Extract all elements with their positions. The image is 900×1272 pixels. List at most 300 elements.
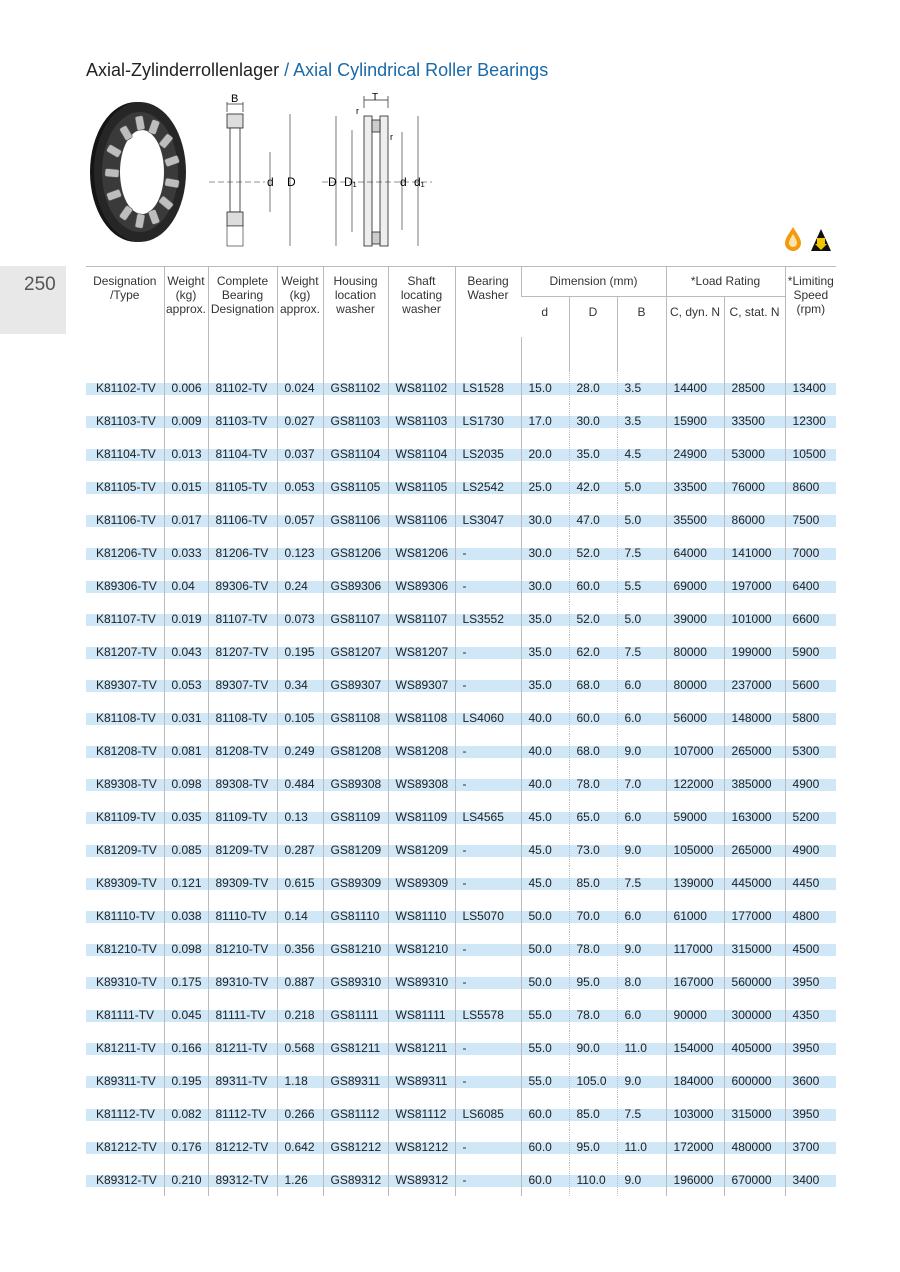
cell-limiting-speed: 10500 xyxy=(785,437,836,470)
cell-designation: K89306-TV xyxy=(86,569,164,602)
cell-dim-D: 52.0 xyxy=(569,602,617,635)
cell-c-dyn: 80000 xyxy=(666,635,724,668)
cell-c-dyn: 103000 xyxy=(666,1097,724,1130)
cell-dim-B: 7.5 xyxy=(617,635,666,668)
cell-complete-weight: 0.287 xyxy=(277,833,323,866)
table-row xyxy=(86,437,836,470)
table-row xyxy=(86,569,836,602)
table-row xyxy=(86,1031,836,1064)
cell-shaft-washer: WS89312 xyxy=(388,1163,455,1196)
cell-shaft-washer: WS81111 xyxy=(388,998,455,1031)
cell-shaft-washer: WS81106 xyxy=(388,503,455,536)
cell-dim-B: 7.5 xyxy=(617,536,666,569)
cell-shaft-washer: WS81102 xyxy=(388,371,455,404)
table-row xyxy=(86,404,836,437)
cell-designation: K89310-TV xyxy=(86,965,164,998)
title-separator: / xyxy=(279,60,294,80)
cell-designation: K81209-TV xyxy=(86,833,164,866)
cell-limiting-speed: 13400 xyxy=(785,371,836,404)
label-d-inner: d xyxy=(400,175,407,189)
cell-weight: 0.031 xyxy=(164,701,208,734)
cell-weight: 0.033 xyxy=(164,536,208,569)
header-weight-complete: Weight (kg) approx. xyxy=(277,267,323,338)
cell-complete-weight: 0.266 xyxy=(277,1097,323,1130)
cell-c-dyn: 117000 xyxy=(666,932,724,965)
cell-dim-d: 40.0 xyxy=(521,734,569,767)
table-row xyxy=(86,602,836,635)
cell-weight: 0.009 xyxy=(164,404,208,437)
table-row xyxy=(86,668,836,701)
cell-bearing-washer: LS5578 xyxy=(455,998,521,1031)
cell-complete-designation: 81103-TV xyxy=(208,404,277,437)
cell-dim-d: 25.0 xyxy=(521,470,569,503)
cell-complete-designation: 89306-TV xyxy=(208,569,277,602)
table-row xyxy=(86,833,836,866)
cell-c-dyn: 64000 xyxy=(666,536,724,569)
table-row xyxy=(86,470,836,503)
table-row xyxy=(86,1163,836,1196)
cell-complete-weight: 0.642 xyxy=(277,1130,323,1163)
cell-dim-d: 55.0 xyxy=(521,998,569,1031)
label-T: T xyxy=(372,92,379,103)
cell-dim-B: 9.0 xyxy=(617,932,666,965)
cell-dim-B: 9.0 xyxy=(617,1163,666,1196)
cell-c-stat: 480000 xyxy=(724,1130,785,1163)
cell-weight: 0.195 xyxy=(164,1064,208,1097)
cell-dim-B: 7.0 xyxy=(617,767,666,800)
cell-dim-B: 3.5 xyxy=(617,371,666,404)
cell-dim-B: 11.0 xyxy=(617,1031,666,1064)
cell-bearing-washer: LS4565 xyxy=(455,800,521,833)
cell-designation: K81110-TV xyxy=(86,899,164,932)
cell-designation: K89308-TV xyxy=(86,767,164,800)
cell-c-stat: 315000 xyxy=(724,932,785,965)
cell-c-dyn: 122000 xyxy=(666,767,724,800)
cell-bearing-washer: - xyxy=(455,1064,521,1097)
cell-shaft-washer: WS81209 xyxy=(388,833,455,866)
bearing-table xyxy=(86,266,836,1196)
cell-complete-designation: 89308-TV xyxy=(208,767,277,800)
cell-bearing-washer: - xyxy=(455,536,521,569)
cell-weight: 0.081 xyxy=(164,734,208,767)
cell-complete-designation: 89312-TV xyxy=(208,1163,277,1196)
cell-dim-B: 3.5 xyxy=(617,404,666,437)
cell-c-stat: 53000 xyxy=(724,437,785,470)
cell-shaft-washer: WS81207 xyxy=(388,635,455,668)
cell-weight: 0.017 xyxy=(164,503,208,536)
cell-limiting-speed: 6400 xyxy=(785,569,836,602)
cell-designation: K81208-TV xyxy=(86,734,164,767)
cell-housing-washer: GS81103 xyxy=(323,404,388,437)
label-B: B xyxy=(231,93,239,105)
header-dim-B: B xyxy=(617,297,666,338)
cell-bearing-washer: - xyxy=(455,668,521,701)
cell-limiting-speed: 3950 xyxy=(785,965,836,998)
cell-complete-designation: 81106-TV xyxy=(208,503,277,536)
cell-housing-washer: GS81107 xyxy=(323,602,388,635)
cell-c-stat: 300000 xyxy=(724,998,785,1031)
cell-dim-D: 78.0 xyxy=(569,998,617,1031)
header-load-rating: *Load Rating xyxy=(666,267,785,297)
cell-c-stat: 197000 xyxy=(724,569,785,602)
cell-c-stat: 86000 xyxy=(724,503,785,536)
cell-dim-d: 15.0 xyxy=(521,371,569,404)
cell-c-dyn: 90000 xyxy=(666,998,724,1031)
cell-weight: 0.085 xyxy=(164,833,208,866)
cell-dim-D: 95.0 xyxy=(569,1130,617,1163)
cell-housing-washer: GS89307 xyxy=(323,668,388,701)
cell-complete-designation: 81211-TV xyxy=(208,1031,277,1064)
cell-housing-washer: GS81110 xyxy=(323,899,388,932)
cell-designation: K89309-TV xyxy=(86,866,164,899)
cell-complete-weight: 0.218 xyxy=(277,998,323,1031)
cell-c-dyn: 172000 xyxy=(666,1130,724,1163)
cell-c-stat: 405000 xyxy=(724,1031,785,1064)
cell-dim-D: 70.0 xyxy=(569,899,617,932)
cell-c-stat: 670000 xyxy=(724,1163,785,1196)
cell-complete-weight: 0.105 xyxy=(277,701,323,734)
cell-limiting-speed: 3400 xyxy=(785,1163,836,1196)
cell-c-stat: 148000 xyxy=(724,701,785,734)
cell-dim-D: 65.0 xyxy=(569,800,617,833)
cell-housing-washer: GS81211 xyxy=(323,1031,388,1064)
cell-designation: K81206-TV xyxy=(86,536,164,569)
cell-bearing-washer: LS3047 xyxy=(455,503,521,536)
cell-weight: 0.098 xyxy=(164,932,208,965)
bearing-section-diagram xyxy=(322,92,442,254)
cell-weight: 0.038 xyxy=(164,899,208,932)
cell-c-stat: 199000 xyxy=(724,635,785,668)
cell-complete-weight: 1.18 xyxy=(277,1064,323,1097)
cell-housing-washer: GS89310 xyxy=(323,965,388,998)
cell-shaft-washer: WS81212 xyxy=(388,1130,455,1163)
cell-limiting-speed: 5300 xyxy=(785,734,836,767)
cell-c-dyn: 139000 xyxy=(666,866,724,899)
cell-dim-D: 35.0 xyxy=(569,437,617,470)
cell-complete-designation: 81207-TV xyxy=(208,635,277,668)
cell-housing-washer: GS81209 xyxy=(323,833,388,866)
cell-dim-B: 6.0 xyxy=(617,668,666,701)
cell-complete-designation: 81206-TV xyxy=(208,536,277,569)
cell-dim-D: 68.0 xyxy=(569,734,617,767)
cell-shaft-washer: WS89309 xyxy=(388,866,455,899)
cell-dim-D: 52.0 xyxy=(569,536,617,569)
cell-weight: 0.098 xyxy=(164,767,208,800)
cell-dim-B: 5.0 xyxy=(617,470,666,503)
cell-dim-d: 60.0 xyxy=(521,1130,569,1163)
cell-shaft-washer: WS81211 xyxy=(388,1031,455,1064)
cell-weight: 0.053 xyxy=(164,668,208,701)
cell-shaft-washer: WS81206 xyxy=(388,536,455,569)
cell-dim-D: 28.0 xyxy=(569,371,617,404)
cell-shaft-washer: WS81108 xyxy=(388,701,455,734)
cell-shaft-washer: WS89311 xyxy=(388,1064,455,1097)
table-row xyxy=(86,734,836,767)
table-row xyxy=(86,503,836,536)
cell-designation: K81108-TV xyxy=(86,701,164,734)
cell-shaft-washer: WS81210 xyxy=(388,932,455,965)
cell-dim-B: 6.0 xyxy=(617,701,666,734)
cell-limiting-speed: 4800 xyxy=(785,899,836,932)
cell-limiting-speed: 5200 xyxy=(785,800,836,833)
cell-dim-B: 5.0 xyxy=(617,602,666,635)
cell-c-dyn: 69000 xyxy=(666,569,724,602)
cell-designation: K81103-TV xyxy=(86,404,164,437)
cell-bearing-washer: - xyxy=(455,965,521,998)
cell-dim-d: 50.0 xyxy=(521,965,569,998)
cell-bearing-washer: LS5070 xyxy=(455,899,521,932)
header-shaft-washer: Shaft locating washer xyxy=(388,267,455,338)
header-dimension: Dimension (mm) xyxy=(521,267,666,297)
cell-housing-washer: GS81102 xyxy=(323,371,388,404)
cell-housing-washer: GS89311 xyxy=(323,1064,388,1097)
cell-weight: 0.082 xyxy=(164,1097,208,1130)
cell-housing-washer: GS89312 xyxy=(323,1163,388,1196)
cell-complete-designation: 81208-TV xyxy=(208,734,277,767)
table-row xyxy=(86,899,836,932)
cell-bearing-washer: - xyxy=(455,1163,521,1196)
cell-complete-weight: 0.34 xyxy=(277,668,323,701)
label-d: d xyxy=(267,175,274,189)
header-bearing-washer: Bearing Washer xyxy=(455,267,521,338)
cell-complete-weight: 0.027 xyxy=(277,404,323,437)
cell-housing-washer: GS89309 xyxy=(323,866,388,899)
cell-housing-washer: GS81104 xyxy=(323,437,388,470)
cell-dim-d: 40.0 xyxy=(521,701,569,734)
cell-complete-weight: 0.14 xyxy=(277,899,323,932)
cell-dim-D: 95.0 xyxy=(569,965,617,998)
cell-shaft-washer: WS81208 xyxy=(388,734,455,767)
cell-bearing-washer: LS1730 xyxy=(455,404,521,437)
cell-dim-B: 5.5 xyxy=(617,569,666,602)
cell-weight: 0.04 xyxy=(164,569,208,602)
cell-limiting-speed: 8600 xyxy=(785,470,836,503)
cell-dim-D: 68.0 xyxy=(569,668,617,701)
cell-bearing-washer: LS1528 xyxy=(455,371,521,404)
cell-dim-d: 35.0 xyxy=(521,602,569,635)
cell-designation: K81106-TV xyxy=(86,503,164,536)
cell-c-stat: 141000 xyxy=(724,536,785,569)
cell-designation: K81105-TV xyxy=(86,470,164,503)
header-complete-bearing: Complete Bearing Designation xyxy=(208,267,277,338)
cell-shaft-washer: WS89306 xyxy=(388,569,455,602)
header-weight: Weight (kg) approx. xyxy=(164,267,208,338)
cell-limiting-speed: 12300 xyxy=(785,404,836,437)
cell-complete-designation: 81209-TV xyxy=(208,833,277,866)
header-c-dyn: C, dyn. N xyxy=(666,297,724,338)
cell-complete-weight: 0.887 xyxy=(277,965,323,998)
cell-bearing-washer: - xyxy=(455,1031,521,1064)
cell-c-stat: 600000 xyxy=(724,1064,785,1097)
table-row xyxy=(86,866,836,899)
cell-complete-weight: 0.024 xyxy=(277,371,323,404)
cell-limiting-speed: 5900 xyxy=(785,635,836,668)
table-row xyxy=(86,1130,836,1163)
cell-complete-weight: 0.484 xyxy=(277,767,323,800)
cell-dim-d: 55.0 xyxy=(521,1031,569,1064)
cell-c-dyn: 39000 xyxy=(666,602,724,635)
cell-c-dyn: 105000 xyxy=(666,833,724,866)
table-row xyxy=(86,800,836,833)
cell-complete-weight: 0.123 xyxy=(277,536,323,569)
cell-dim-B: 9.0 xyxy=(617,833,666,866)
table-row xyxy=(86,965,836,998)
cell-c-stat: 265000 xyxy=(724,833,785,866)
cell-dim-D: 105.0 xyxy=(569,1064,617,1097)
cell-shaft-washer: WS89308 xyxy=(388,767,455,800)
cell-housing-washer: GS89308 xyxy=(323,767,388,800)
cell-designation: K81109-TV xyxy=(86,800,164,833)
cell-complete-designation: 81111-TV xyxy=(208,998,277,1031)
table-row xyxy=(86,701,836,734)
cell-dim-d: 35.0 xyxy=(521,635,569,668)
cell-dim-D: 62.0 xyxy=(569,635,617,668)
cell-c-stat: 237000 xyxy=(724,668,785,701)
cell-designation: K81102-TV xyxy=(86,371,164,404)
cell-complete-weight: 0.24 xyxy=(277,569,323,602)
cell-weight: 0.210 xyxy=(164,1163,208,1196)
cell-designation: K89311-TV xyxy=(86,1064,164,1097)
cell-c-stat: 315000 xyxy=(724,1097,785,1130)
cell-weight: 0.019 xyxy=(164,602,208,635)
cell-dim-B: 11.0 xyxy=(617,1130,666,1163)
cell-housing-washer: GS81208 xyxy=(323,734,388,767)
cell-dim-d: 45.0 xyxy=(521,800,569,833)
cell-housing-washer: GS81207 xyxy=(323,635,388,668)
cell-c-stat: 445000 xyxy=(724,866,785,899)
cell-housing-washer: GS81108 xyxy=(323,701,388,734)
page-title xyxy=(86,60,548,81)
cell-limiting-speed: 6600 xyxy=(785,602,836,635)
cell-c-dyn: 56000 xyxy=(666,701,724,734)
cell-dim-D: 60.0 xyxy=(569,569,617,602)
cell-shaft-washer: WS81109 xyxy=(388,800,455,833)
cell-limiting-speed: 7000 xyxy=(785,536,836,569)
cell-housing-washer: GS81105 xyxy=(323,470,388,503)
cell-limiting-speed: 5600 xyxy=(785,668,836,701)
cage-section-diagram xyxy=(205,92,315,254)
cell-c-stat: 265000 xyxy=(724,734,785,767)
cell-designation: K89312-TV xyxy=(86,1163,164,1196)
cell-shaft-washer: WS81107 xyxy=(388,602,455,635)
header-dim-D: D xyxy=(569,297,617,338)
cell-complete-designation: 81112-TV xyxy=(208,1097,277,1130)
cell-dim-B: 4.5 xyxy=(617,437,666,470)
cell-designation: K81211-TV xyxy=(86,1031,164,1064)
header-dim-d: d xyxy=(521,297,569,338)
cell-complete-designation: 81210-TV xyxy=(208,932,277,965)
cell-c-dyn: 196000 xyxy=(666,1163,724,1196)
cell-limiting-speed: 3950 xyxy=(785,1031,836,1064)
cell-limiting-speed: 4450 xyxy=(785,866,836,899)
grease-gun-icon xyxy=(811,229,831,251)
cell-complete-weight: 0.249 xyxy=(277,734,323,767)
cell-dim-d: 17.0 xyxy=(521,404,569,437)
cell-designation: K81212-TV xyxy=(86,1130,164,1163)
cell-dim-d: 40.0 xyxy=(521,767,569,800)
cell-weight: 0.015 xyxy=(164,470,208,503)
label-r-top: r xyxy=(356,106,359,116)
cell-dim-D: 42.0 xyxy=(569,470,617,503)
cell-complete-designation: 89307-TV xyxy=(208,668,277,701)
cell-c-dyn: 33500 xyxy=(666,470,724,503)
cell-dim-D: 90.0 xyxy=(569,1031,617,1064)
cell-dim-d: 35.0 xyxy=(521,668,569,701)
header-designation: Designation /Type xyxy=(86,267,164,338)
oil-drop-icon xyxy=(785,227,801,251)
label-D1: D₁ xyxy=(344,175,357,189)
cell-dim-B: 7.5 xyxy=(617,1097,666,1130)
cell-dim-d: 60.0 xyxy=(521,1097,569,1130)
cell-dim-d: 50.0 xyxy=(521,932,569,965)
cell-designation: K81112-TV xyxy=(86,1097,164,1130)
cell-c-dyn: 107000 xyxy=(666,734,724,767)
label-d1: d₁ xyxy=(414,175,425,189)
cell-complete-designation: 81109-TV xyxy=(208,800,277,833)
cell-dim-d: 45.0 xyxy=(521,866,569,899)
cell-dim-B: 6.0 xyxy=(617,998,666,1031)
cell-dim-d: 30.0 xyxy=(521,569,569,602)
table-row xyxy=(86,998,836,1031)
cell-bearing-washer: LS6085 xyxy=(455,1097,521,1130)
cell-weight: 0.166 xyxy=(164,1031,208,1064)
page-number: 250 xyxy=(24,274,56,295)
cell-shaft-washer: WS89310 xyxy=(388,965,455,998)
cell-bearing-washer: LS3552 xyxy=(455,602,521,635)
cell-limiting-speed: 7500 xyxy=(785,503,836,536)
cell-dim-D: 47.0 xyxy=(569,503,617,536)
cell-designation: K89307-TV xyxy=(86,668,164,701)
cell-weight: 0.035 xyxy=(164,800,208,833)
cell-designation: K81104-TV xyxy=(86,437,164,470)
cell-bearing-washer: - xyxy=(455,569,521,602)
cell-dim-B: 9.0 xyxy=(617,1064,666,1097)
cell-complete-weight: 1.26 xyxy=(277,1163,323,1196)
cell-housing-washer: GS81106 xyxy=(323,503,388,536)
cell-bearing-washer: - xyxy=(455,734,521,767)
cell-c-dyn: 15900 xyxy=(666,404,724,437)
cell-complete-designation: 81105-TV xyxy=(208,470,277,503)
cell-housing-washer: GS81212 xyxy=(323,1130,388,1163)
cell-weight: 0.175 xyxy=(164,965,208,998)
cell-weight: 0.043 xyxy=(164,635,208,668)
cell-dim-d: 30.0 xyxy=(521,536,569,569)
cell-complete-designation: 81212-TV xyxy=(208,1130,277,1163)
cell-limiting-speed: 4900 xyxy=(785,833,836,866)
cell-bearing-washer: - xyxy=(455,866,521,899)
table-row xyxy=(86,1064,836,1097)
cell-complete-designation: 81110-TV xyxy=(208,899,277,932)
cell-complete-weight: 0.053 xyxy=(277,470,323,503)
cell-c-stat: 177000 xyxy=(724,899,785,932)
cell-dim-d: 30.0 xyxy=(521,503,569,536)
cell-weight: 0.006 xyxy=(164,371,208,404)
cell-dim-D: 30.0 xyxy=(569,404,617,437)
cell-bearing-washer: - xyxy=(455,932,521,965)
cell-dim-D: 85.0 xyxy=(569,866,617,899)
cell-dim-D: 73.0 xyxy=(569,833,617,866)
cell-limiting-speed: 4350 xyxy=(785,998,836,1031)
cell-dim-B: 6.0 xyxy=(617,800,666,833)
cell-dim-D: 60.0 xyxy=(569,701,617,734)
cell-shaft-washer: WS89307 xyxy=(388,668,455,701)
cell-c-dyn: 167000 xyxy=(666,965,724,998)
cell-weight: 0.176 xyxy=(164,1130,208,1163)
cell-limiting-speed: 4500 xyxy=(785,932,836,965)
cell-c-stat: 28500 xyxy=(724,371,785,404)
cell-weight: 0.045 xyxy=(164,998,208,1031)
cell-c-stat: 33500 xyxy=(724,404,785,437)
